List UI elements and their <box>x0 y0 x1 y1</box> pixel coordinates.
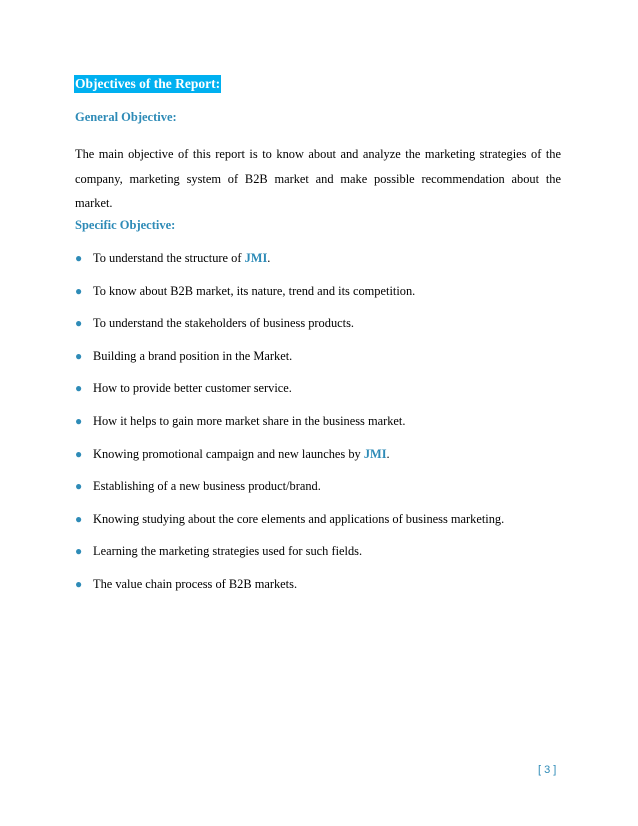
company-name: JMI <box>244 251 268 265</box>
general-objective-heading: General Objective: <box>75 110 177 124</box>
bullet-icon: ● <box>75 576 83 591</box>
list-item-text: How to provide better customer service. <box>93 381 292 396</box>
list-item-text: Knowing promotional campaign and new launches by JMI. <box>93 446 390 461</box>
bullet-icon: ● <box>75 413 83 428</box>
list-item-text: Establishing of a new business product/brand. <box>93 479 321 494</box>
bullet-icon: ● <box>75 381 83 396</box>
bullet-icon: ● <box>75 348 83 363</box>
list-item-text: Knowing studying about the core elements and applications of business marketing. <box>93 511 505 526</box>
company-name: JMI <box>363 446 387 461</box>
paragraph-line: market. <box>75 196 113 210</box>
bullet-icon: ● <box>75 316 83 331</box>
paragraph-line: company, marketing system of B2B market and make possible recommendation about the <box>75 171 561 186</box>
bullet-icon: ● <box>75 446 83 461</box>
bullet-icon: ● <box>75 251 83 265</box>
list-item-text: Building a brand position in the Market. <box>93 348 293 363</box>
bullet-icon: ● <box>75 479 83 494</box>
bullet-icon: ● <box>75 511 83 526</box>
list-item-text: Learning the marketing strategies used for such fields. <box>93 544 363 559</box>
list-item-text: To know about B2B market, its nature, trend and its competition. <box>93 283 416 298</box>
bullet-icon: ● <box>75 544 83 559</box>
list-item-text: To understand the stakeholders of business products. <box>93 316 355 331</box>
paragraph-line: The main objective of this report is to know about and analyze the marketing strategies of the <box>75 147 561 161</box>
report-objectives-heading: Objectives of the Report: <box>75 76 221 91</box>
list-item-text: How it helps to gain more market share in the business market. <box>93 413 406 428</box>
list-item-text: To understand the structure of JMI. <box>93 251 271 265</box>
page-number: [ 3 ] <box>538 764 557 776</box>
specific-objective-heading: Specific Objective: <box>75 218 176 232</box>
general-objective-paragraph <box>75 142 561 216</box>
bullet-icon: ● <box>75 283 83 298</box>
list-item-text: The value chain process of B2B markets. <box>93 576 298 591</box>
